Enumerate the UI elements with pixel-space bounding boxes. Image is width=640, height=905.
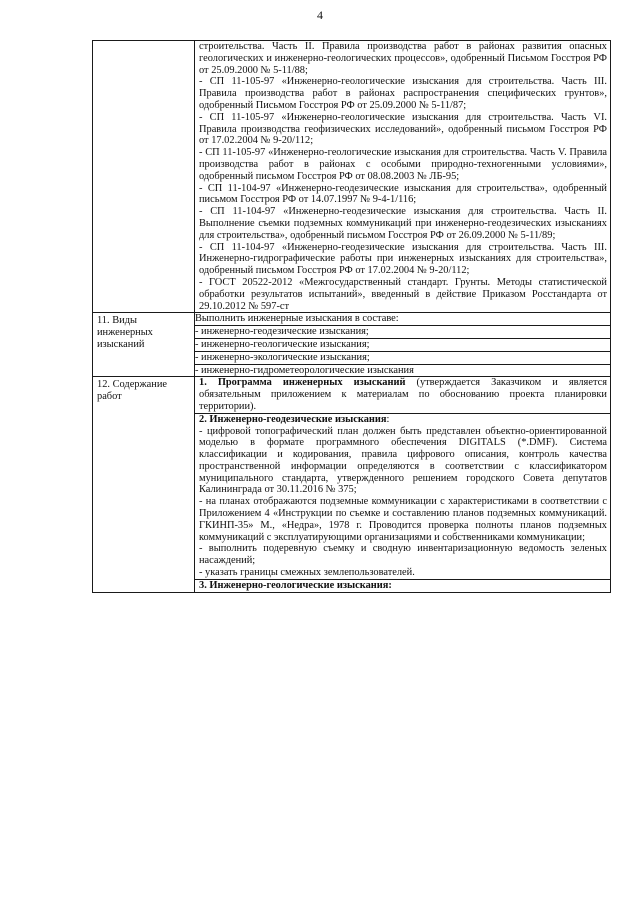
document-item-sp-11-105-97-part5: - СП 11-105-97 «Инженерно-геологические изыскания для строительства. Часть V. Правила производства работ в районах с особыми природно-техногенными условиями», одобренный письмом Госстроя РФ от 08.08.2003 № ЛБ-95; — [199, 147, 607, 182]
row-label-survey-types: 11. Виды инженерных изысканий — [93, 313, 195, 377]
table-row-work-content — [93, 377, 611, 592]
geodesy-item-tree-survey: - выполнить подеревную съемку и сводную инвентаризационную ведомость зеленых насаждений; — [199, 543, 607, 567]
survey-types-intro: Выполнить инженерные изыскания в составе: — [195, 313, 399, 325]
geodesy-colon: : — [386, 413, 390, 425]
table-row-regulatory-documents — [93, 41, 611, 313]
geodesy-title: 2. Инженерно-геодезические изыскания — [199, 413, 387, 425]
row-label-empty — [93, 41, 195, 313]
regulatory-documents-cell — [195, 41, 611, 313]
survey-types-cell — [195, 313, 611, 377]
document-item-sp-11-104-97-part3: - СП 11-104-97 «Инженерно-геодезические изыскания для строительства. Часть III. Инженерно-гидрографические работы при инженерных изысканиях для строительства», одобренный письмом Госстроя РФ от 17.02.2004 № 9-20/112; — [199, 241, 607, 277]
table-row-survey-types — [93, 313, 611, 377]
document-item-sp-11-104-97-part2: - СП 11-104-97 «Инженерно-геодезические изыскания для строительства. Часть II. Выполнение съемки подземных коммуникаций при инженерно-геодезических изысканиях для строительства», одобренный письмом Госстроя РФ от 26.09.2000 № 5-11/89; — [199, 206, 607, 241]
geodesy-item-underground-utilities: - на планах отображаются подземные коммуникации с характеристиками в соответствии с Приложением 4 «Инструкции по съемке и составлению планов подземных коммуникаций. ГКИНП-35» М., «Недра», 1978 г. Проводится проверка полноты планов подземных коммуникаций с эксплуатирующими организациями и собственниками коммуникации; — [199, 496, 607, 543]
survey-type-geodetic: - инженерно-геодезические изыскания; — [195, 325, 610, 338]
terms-of-reference-table — [92, 40, 611, 593]
program-section — [195, 377, 610, 412]
program-description: (утверждается Заказчиком и является обязательным приложением к материалам по обоснованию проекта планировки территории). — [199, 377, 608, 412]
document-item-sp-11-104-97: - СП 11-104-97 «Инженерно-геодезические изыскания для строительства», одобренный письмом Госстроя РФ от 14.07.1997 № 9-4-1/116; — [199, 182, 607, 206]
program-title: 1. Программа инженерных изысканий — [199, 377, 406, 389]
survey-type-geological: - инженерно-геологические изыскания; — [195, 338, 610, 351]
geodesy-section — [195, 413, 610, 579]
geodesy-item-adjacent-boundaries: - указать границы смежных землепользователей. — [199, 567, 415, 579]
document-item-continuation: строительства. Часть II. Правила производства работ в районах развития опасных геологических и инженерно-геологических процессов», одобренный Письмом Госстроя РФ от 25.09.2000 № 5-11/88; — [199, 41, 607, 76]
document-item-sp-11-105-97-part3: - СП 11-105-97 «Инженерно-геологические изыскания для строительства. Часть III. Правила производства работ в районах распространения специфических грунтов», одобренный Письмом Госстроя РФ от 25.09.2000 № 5-11/87; — [199, 76, 607, 111]
document-item-sp-11-105-97-part6: - СП 11-105-97 «Инженерно-геологические изыскания для строительства. Часть VI. Правила производства геофизических исследований», одобренный письмом Госстроя РФ от 17.02.2004 № 9-20/112; — [199, 111, 607, 147]
work-content-cell — [195, 377, 611, 592]
survey-type-ecological: - инженерно-экологические изыскания; — [195, 351, 610, 364]
geodesy-item-digital-plan: - цифровой топографический план должен быть представлен объектно-ориентированной моделью в формате программного обеспечения DIGITALS (*.DMF). Система классификации и кодирования, правила цифрового описания, контроль качества пространственной информации определяются в соответствии с классификатором муниципального стандарта, утвержденного решением городского Совета депутатов Калининграда от 30.11.2016 № 375; — [199, 425, 607, 496]
page-number: 4 — [317, 8, 323, 22]
row-label-work-content: 12. Содержание работ — [93, 377, 195, 592]
geodesy-heading — [199, 414, 607, 426]
geology-section-title: 3. Инженерно-геологические изыскания: — [195, 579, 610, 592]
survey-type-hydrometeorological: - инженерно-гидрометеорологические изыскания — [195, 364, 610, 377]
document-item-gost-20522-2012: - ГОСТ 20522-2012 «Межгосударственный стандарт. Грунты. Методы статистической обработки результатов испытаний», введенный в действие Приказом Росстандарта от 29.10.2012 № 597-ст — [199, 276, 607, 312]
